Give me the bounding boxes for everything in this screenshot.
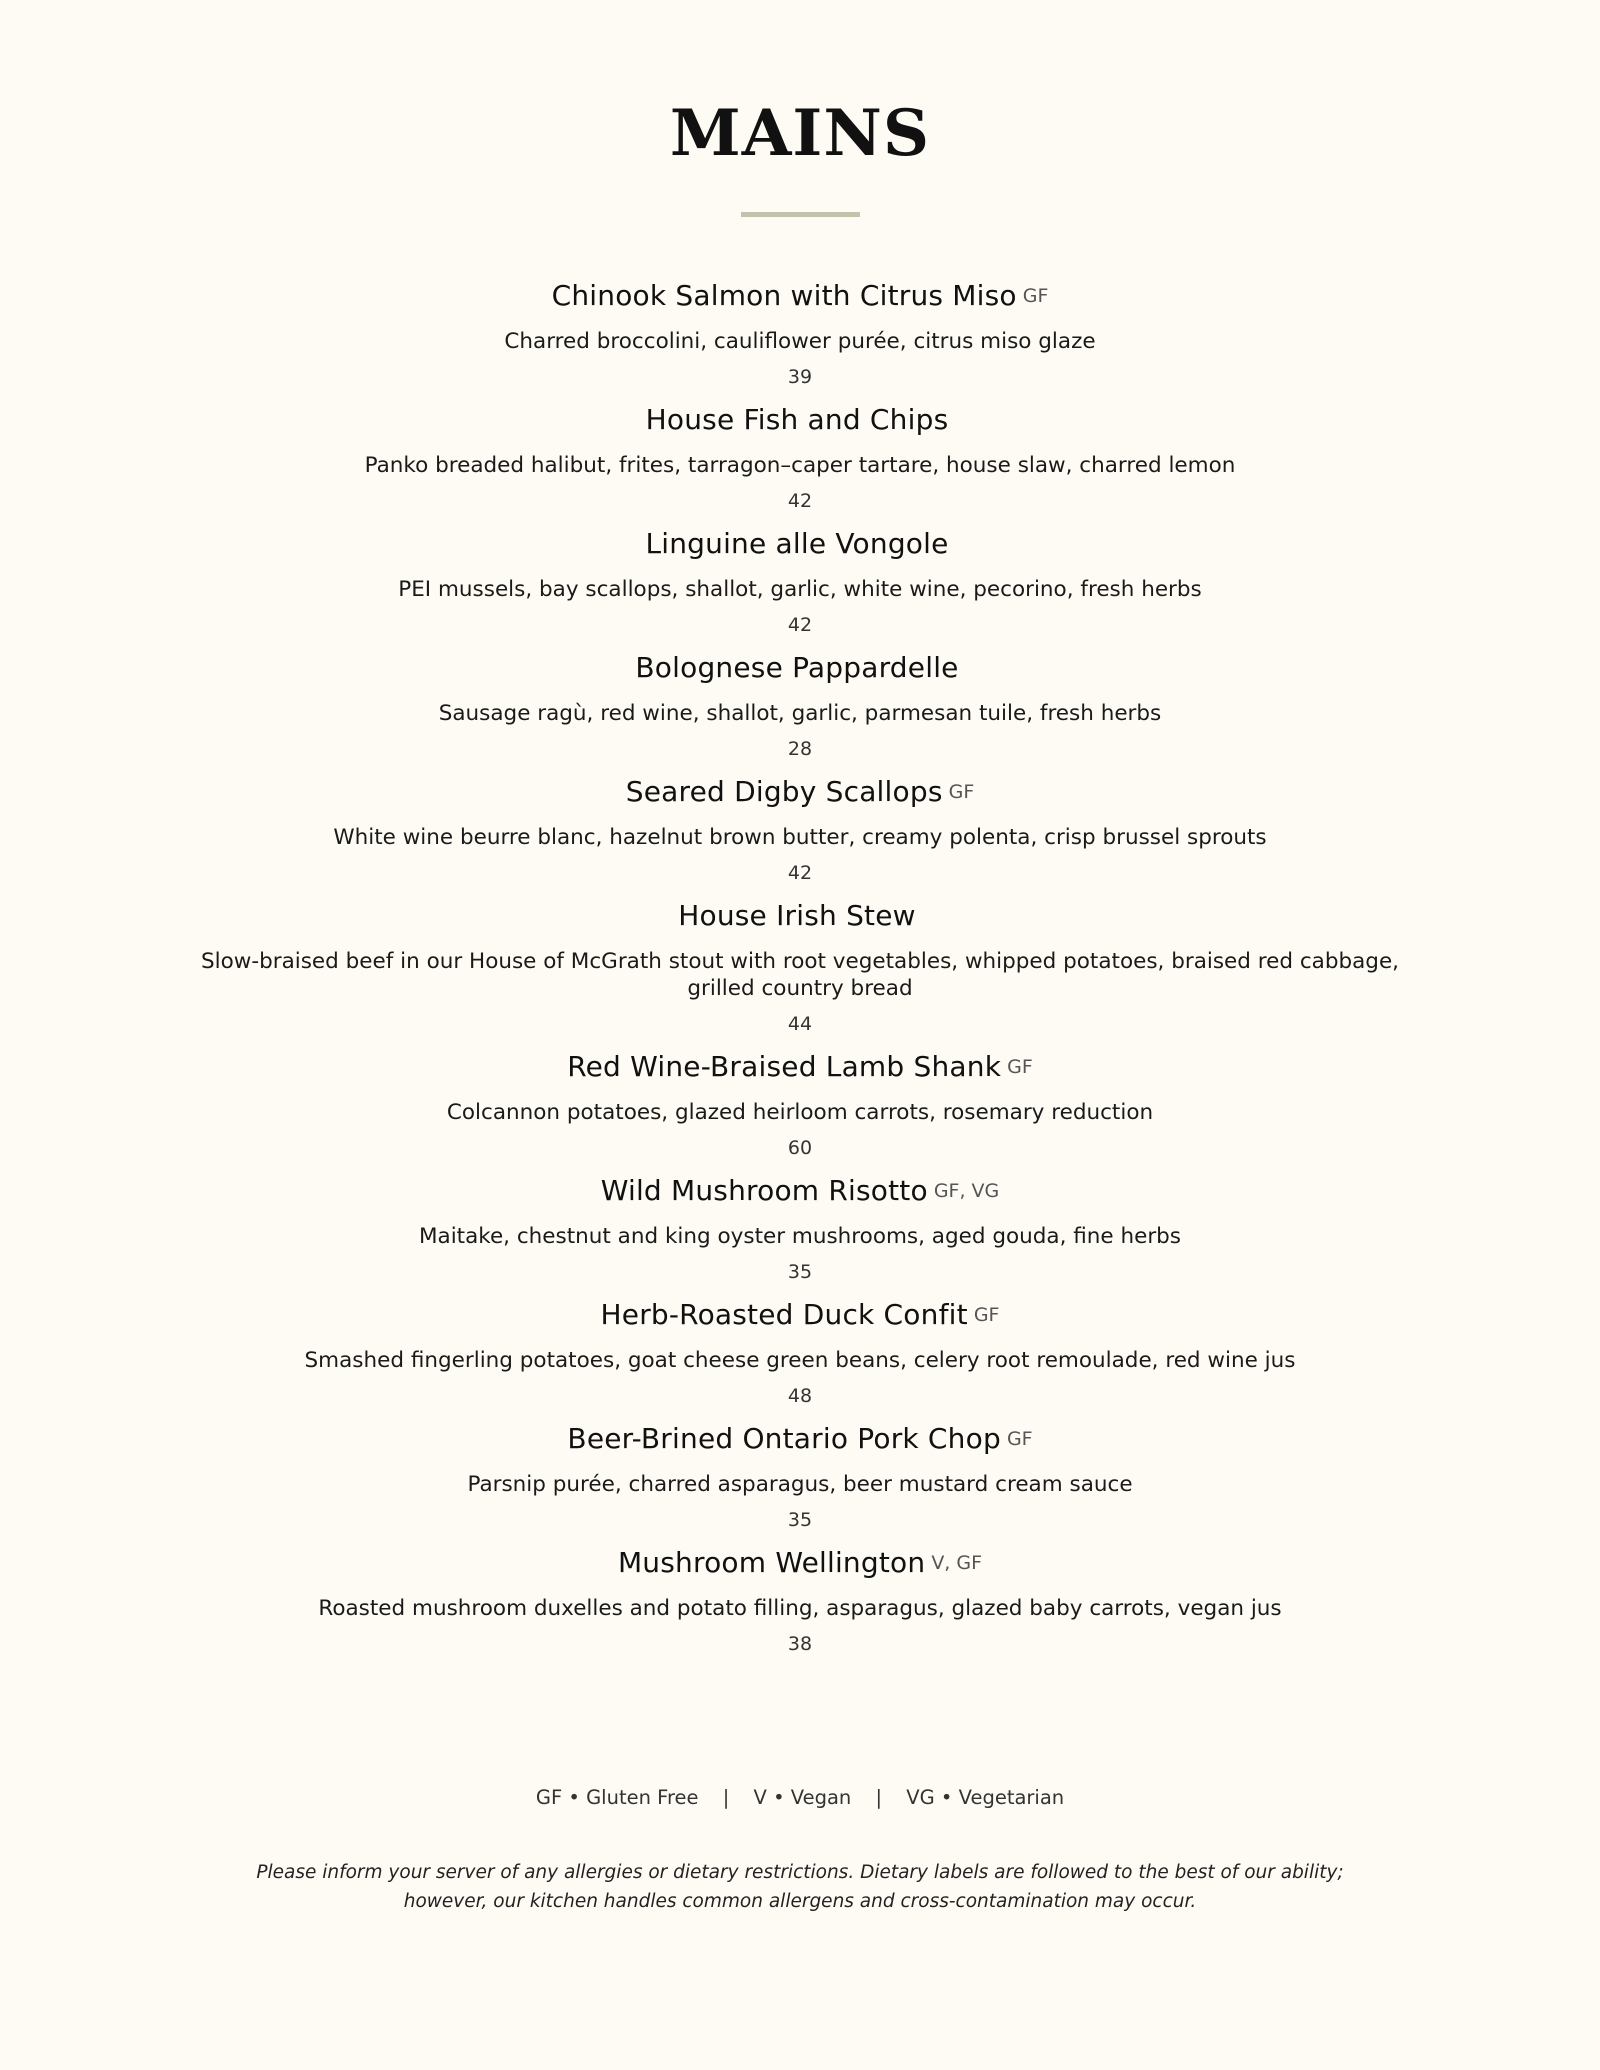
- dish-name: Herb-Roasted Duck Confit: [600, 1298, 968, 1331]
- dish-price: 39: [787, 366, 813, 388]
- dish-list: [0, 272, 1600, 1663]
- dish-item: [0, 892, 1600, 1037]
- dish-price: 35: [787, 1261, 813, 1283]
- dish-tags: GF: [1022, 285, 1049, 307]
- dish-item: [0, 1539, 1600, 1657]
- dish-description: Smashed fingerling potatoes, goat cheese green beans, celery root remoulade, red wine jus: [304, 1348, 1296, 1373]
- dish-price: 28: [787, 738, 813, 760]
- dish-price: 48: [787, 1385, 813, 1407]
- dish-description: Roasted mushroom duxelles and potato filling, asparagus, glazed baby carrots, vegan jus: [318, 1596, 1282, 1621]
- dish-item: [0, 1415, 1600, 1533]
- dish-tags: GF: [948, 781, 975, 803]
- dish-item: [0, 1167, 1600, 1285]
- legend-vegan: V • Vegan: [753, 1786, 852, 1809]
- dish-name: Bolognese Pappardelle: [635, 651, 959, 684]
- allergy-note-line: however, our kitchen handles common allergens and cross-contamination may occur.: [403, 1891, 1197, 1912]
- dish-name: Wild Mushroom Risotto: [600, 1174, 928, 1207]
- dish-price: 44: [787, 1013, 813, 1035]
- dish-item: [0, 644, 1600, 762]
- dish-description: Colcannon potatoes, glazed heirloom carrots, rosemary reduction: [446, 1100, 1154, 1125]
- dish-name: Linguine alle Vongole: [645, 527, 949, 560]
- dietary-legend: [0, 1786, 1600, 1809]
- dish-description: White wine beurre blanc, hazelnut brown butter, creamy polenta, crisp brussel sprouts: [333, 825, 1267, 850]
- dish-item: [0, 520, 1600, 638]
- legend-separator: |: [722, 1786, 730, 1809]
- dish-name: Red Wine-Braised Lamb Shank: [567, 1050, 1002, 1083]
- dish-price: 42: [787, 862, 813, 884]
- dish-description: Charred broccolini, cauliflower purée, citrus miso glaze: [504, 329, 1096, 354]
- dish-description: Maitake, chestnut and king oyster mushrooms, aged gouda, fine herbs: [418, 1224, 1182, 1249]
- dish-price: 38: [787, 1633, 813, 1655]
- dish-tags: GF: [1006, 1428, 1033, 1450]
- dish-name: Chinook Salmon with Citrus Miso: [551, 279, 1017, 312]
- allergy-note: [200, 1858, 1400, 1916]
- dish-tags: GF: [1007, 1056, 1033, 1078]
- legend-gluten-free: GF • Gluten Free: [535, 1786, 699, 1809]
- dish-tags: GF, VG: [933, 1180, 1000, 1202]
- dish-price: 42: [787, 490, 813, 512]
- dish-description: Slow-braised beef in our House of McGrath stout with root vegetables, whipped potatoes, braised red cabbage, grilled country bread: [200, 949, 1400, 1001]
- legend-separator: |: [875, 1786, 883, 1809]
- dish-tags: V, GF: [931, 1552, 983, 1574]
- dish-item: [0, 1043, 1600, 1161]
- dish-price: 42: [787, 614, 813, 636]
- dish-price: 60: [787, 1137, 813, 1159]
- title-divider: [741, 212, 860, 217]
- dish-description: Sausage ragù, red wine, shallot, garlic, parmesan tuile, fresh herbs: [438, 701, 1162, 726]
- dish-name: Beer-Brined Ontario Pork Chop: [567, 1422, 1001, 1455]
- dish-tags: GF: [973, 1304, 1000, 1326]
- dish-description: PEI mussels, bay scallops, shallot, garlic, white wine, pecorino, fresh herbs: [398, 577, 1202, 602]
- allergy-note-line: Please inform your server of any allergies or dietary restrictions. Dietary labels are followed to the best of our ability;: [256, 1862, 1344, 1883]
- dish-name: Seared Digby Scallops: [625, 775, 943, 808]
- dish-item: [0, 396, 1600, 514]
- dish-name: House Fish and Chips: [645, 403, 949, 436]
- dish-item: [0, 272, 1600, 390]
- legend-vegetarian: VG • Vegetarian: [906, 1786, 1065, 1809]
- dish-description: Panko breaded halibut, frites, tarragon–caper tartare, house slaw, charred lemon: [364, 453, 1236, 478]
- dish-name: Mushroom Wellington: [617, 1546, 926, 1579]
- dish-item: [0, 1291, 1600, 1409]
- dish-price: 35: [787, 1509, 813, 1531]
- dish-item: [0, 768, 1600, 886]
- dish-name: House Irish Stew: [678, 899, 916, 932]
- page-title: MAINS: [669, 96, 931, 171]
- dish-description: Parsnip purée, charred asparagus, beer mustard cream sauce: [467, 1472, 1133, 1497]
